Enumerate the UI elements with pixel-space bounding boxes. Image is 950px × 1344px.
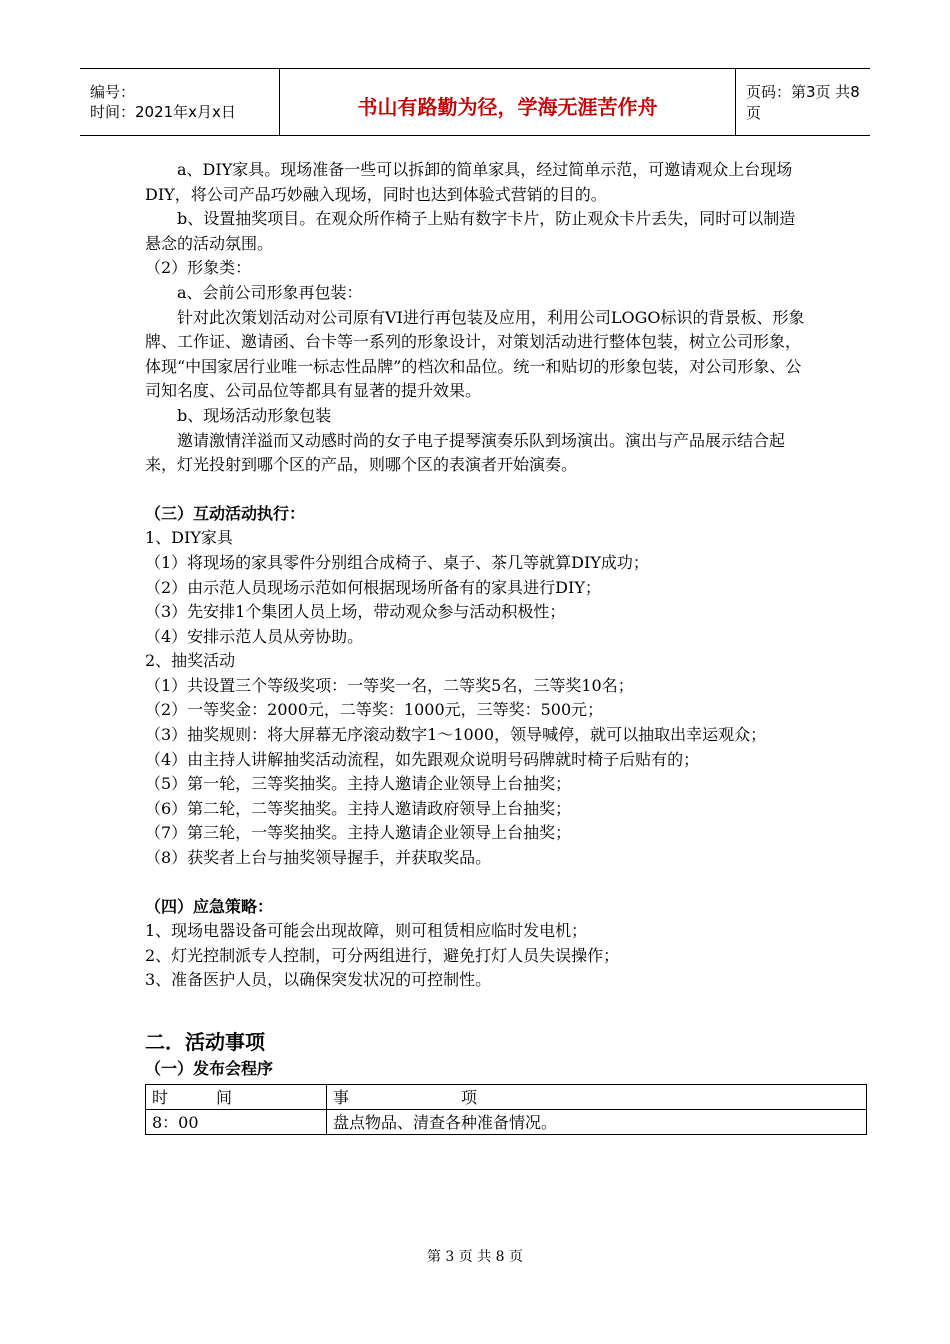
body-paragraph: 1、现场电器设备可能会出现故障，则可租赁相应临时发电机； [145,921,588,941]
body-paragraph: 邀请激情洋溢而又动感时尚的女子电子提琴演奏乐队到场演出。演出与产品展示结合起来，灯光投射到哪个区的产品，则哪个区的表演者开始演奏。 [145,430,786,475]
paragraph-gap [145,871,805,895]
paragraph-gap [145,993,805,1017]
subsection-title: （一）发布会程序 [145,1059,274,1078]
header-left-cell [80,69,280,135]
body-paragraphs [145,158,805,1017]
page-footer: 第 3 页 共 8 页 [426,1249,524,1265]
schedule-table [145,1084,867,1135]
body-paragraph: （6）第二轮，二等奖抽奖。主持人邀请政府领导上台抽奖； [145,798,572,818]
body-paragraph: （4）安排示范人员从旁协助。 [145,626,364,646]
document-body [145,158,805,1135]
body-paragraph: 1、DIY家具 [145,528,233,548]
body-paragraph: （3）先安排1个集团人员上场，带动观众参与活动积极性； [145,602,566,622]
header-page-cell [736,69,870,135]
paragraph-gap [145,478,805,502]
body-paragraph: （7）第三轮，一等奖抽奖。主持人邀请企业领导上台抽奖； [145,823,572,843]
body-paragraph: 针对此次策划活动对公司原有VI进行再包装及应用，利用公司LOGO标识的背景板、形象牌、工作证、邀请函、台卡等一系列的形象设计，对策划活动进行整体包装，树立公司形象，体现“中国家居行业唯一标志性品牌”的档次和品位。统一和贴切的形象包装，对公司形象、公司知名度、公司品位等都具有显著的提升效果。 [145,307,805,401]
body-paragraph: （2）形象类： [145,258,252,278]
body-paragraph: b、设置抽奖项目。在观众所作椅子上贴有数字卡片，防止观众卡片丢失，同时可以制造悬念的活动氛围。 [145,209,796,253]
section-heading: （三）互动活动执行： [145,503,306,523]
body-paragraph: （2）由示范人员现场示范如何根据现场所备有的家具进行DIY； [145,577,601,597]
body-paragraph: （2）一等奖金：2000元，二等奖：1000元，三等奖：500元； [145,700,604,720]
table-row [146,1109,867,1134]
table-header-cell: 时 间 [146,1084,327,1109]
table-cell: 8：00 [146,1109,327,1134]
section-title: 二．活动事项 [145,1030,265,1054]
body-paragraph: 2、灯光控制派专人控制，可分两组进行，避免打灯人员失误操作； [145,945,620,965]
body-paragraph: （5）第一轮，三等奖抽奖。主持人邀请企业领导上台抽奖； [145,774,572,794]
header-motto-cell [280,69,736,135]
body-paragraph: b、现场活动形象包装 [177,405,332,425]
table-header-cell: 事 项 [327,1084,867,1109]
section-heading: （四）应急策略： [145,896,274,916]
body-paragraph: （4）由主持人讲解抽奖活动流程，如先跟观众说明号码牌就时椅子后贴有的； [145,749,700,769]
header-page-info: 页码：第3页 共8页 [746,83,860,122]
document-date: 时间：2021年x月x日 [90,103,236,121]
body-paragraph: （1）共设置三个等级奖项：一等奖一名，二等奖5名，三等奖10名； [145,675,634,695]
document-number-label: 编号： [90,83,136,101]
body-paragraph: （3）抽奖规则：将大屏幕无序滚动数字1～1000，领导喊停，就可以抽取出幸运观众； [145,725,767,745]
body-paragraph: 3、准备医护人员，以确保突发状况的可控制性。 [145,970,492,990]
table-header-row [146,1084,867,1109]
body-paragraph: （8）获奖者上台与抽奖领导握手，并获取奖品。 [145,848,492,868]
page-header [80,68,870,136]
body-paragraph: a、会前公司形象再包装： [177,282,363,302]
table-cell: 盘点物品、清查各种准备情况。 [327,1109,867,1134]
body-paragraph: a、DIY家具。现场准备一些可以拆卸的简单家具，经过简单示范，可邀请观众上台现场DIY，将公司产品巧妙融入现场，同时也达到体验式营销的目的。 [145,160,793,204]
body-paragraph: 2、抽奖活动 [145,651,236,671]
header-motto: 书山有路勤为径，学海无涯苦作舟 [357,94,658,119]
body-paragraph: （1）将现场的家具零件分别组合成椅子、桌子、茶几等就算DIY成功； [145,552,649,572]
